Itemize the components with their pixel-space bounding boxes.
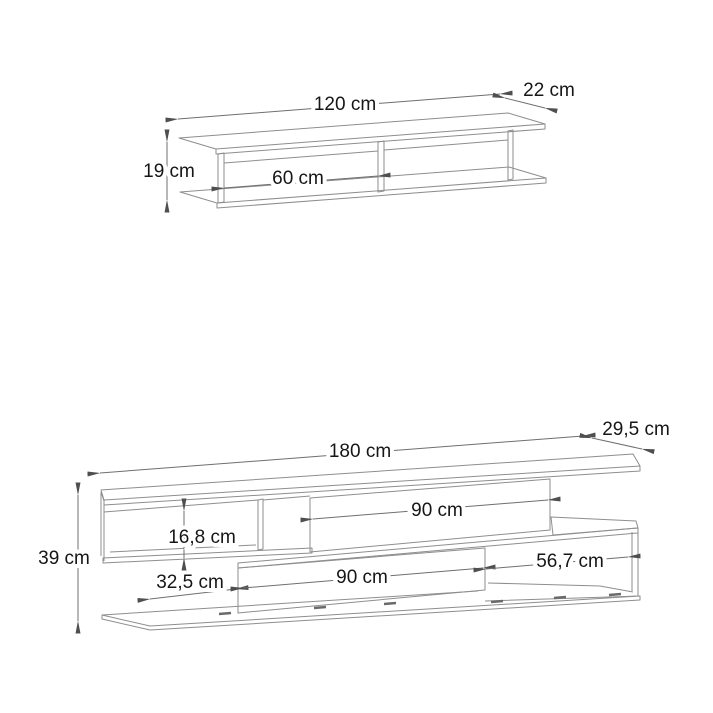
dimension-tv-stand-inner-height: [168, 511, 236, 558]
dimension-tv-stand-upper-drawer: [313, 500, 548, 521]
dimension-label: 90 cm: [336, 567, 388, 588]
dimension-tv-stand-left-compartment: [150, 572, 236, 599]
tv-stand-left-divider: [258, 499, 263, 550]
dimension-tv-stand-width: [100, 436, 583, 473]
wall-shelf-middle-divider: [378, 141, 384, 192]
dimension-label: 60 cm: [272, 168, 324, 189]
dimension-label: 39 cm: [38, 548, 90, 569]
dimension-label: 16,8 cm: [168, 527, 236, 548]
dimension-label: 22 cm: [523, 80, 575, 101]
dimension-label: 120 cm: [313, 94, 377, 115]
tv-stand-dimensions: [38, 419, 670, 621]
dimension-label: 19 cm: [143, 161, 195, 182]
dimension-label: 29,5 cm: [602, 419, 670, 440]
dimension-tv-stand-height: [38, 495, 90, 621]
dimension-label: 32,5 cm: [156, 572, 224, 593]
dimension-tv-stand-depth: [592, 419, 670, 449]
wall-shelf-top-panel: [179, 113, 545, 154]
dimension-label: 90 cm: [411, 500, 463, 521]
wall-shelf-interior-edges: [224, 140, 508, 163]
dimension-tv-stand-right-compartment: [486, 551, 628, 572]
wall-shelf-right-side-panel: [508, 130, 513, 180]
wall-shelf-figure: [179, 113, 546, 208]
wall-shelf-left-side-panel: [218, 153, 224, 203]
wall-shelf-dimensions: [143, 80, 575, 200]
dimension-label: 56,7 cm: [536, 551, 604, 572]
dimension-label: 180 cm: [328, 441, 392, 462]
dimension-wall-shelf-width: [178, 94, 500, 119]
dimension-tv-stand-lower-drawer: [243, 567, 483, 588]
dimension-wall-shelf-depth: [505, 80, 575, 108]
